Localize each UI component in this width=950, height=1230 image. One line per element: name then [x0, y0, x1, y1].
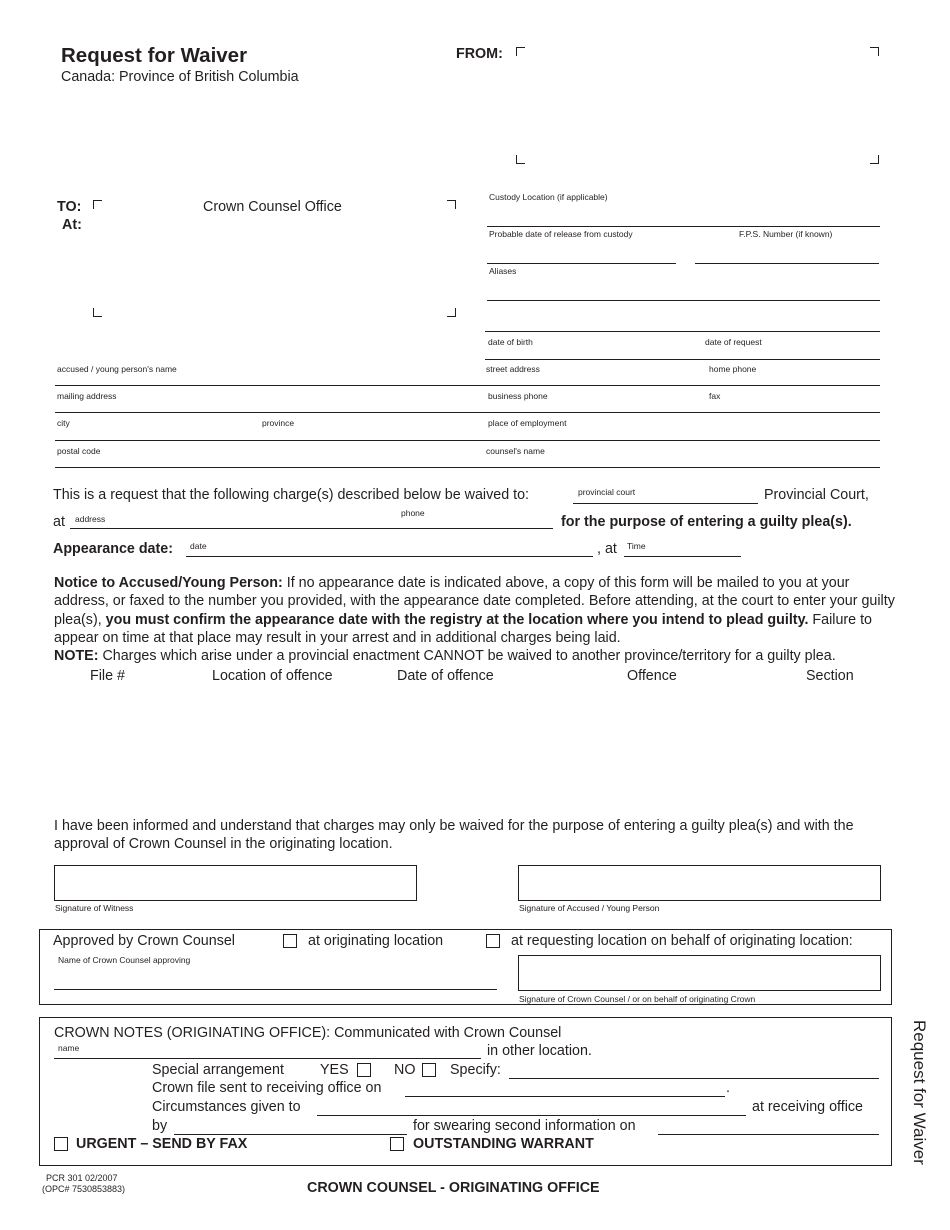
counsel-name-label: counsel's name: [486, 446, 545, 456]
witness-signature-box[interactable]: [54, 865, 417, 901]
row-line-2[interactable]: [55, 412, 880, 413]
row-line-3[interactable]: [55, 440, 880, 441]
custody-location-field[interactable]: [487, 226, 880, 227]
warrant-checkbox[interactable]: [390, 1137, 404, 1151]
notice-paragraph: [54, 574, 899, 665]
address-hint: address: [75, 514, 106, 524]
by-label: by: [152, 1118, 168, 1134]
file-sent-label: Crown file sent to receiving office on: [152, 1080, 382, 1096]
side-title: Request for Waiver: [910, 1020, 929, 1165]
witness-signature-label: Signature of Witness: [55, 903, 134, 913]
specify-field[interactable]: [509, 1078, 879, 1079]
row-line-4[interactable]: [55, 467, 880, 468]
dob-label: date of birth: [488, 337, 533, 347]
file-sent-date-field[interactable]: [405, 1096, 725, 1097]
postal-code-label: postal code: [57, 446, 101, 456]
fps-number-field[interactable]: [695, 263, 879, 264]
special-arrangement-label: Special arrangement: [152, 1062, 284, 1078]
crown-notes-name-hint: name: [58, 1043, 80, 1053]
charges-entry-area[interactable]: [54, 690, 899, 810]
page-subtitle: Canada: Province of British Columbia: [61, 69, 299, 85]
opc-number: (OPC# 7530853883): [42, 1184, 126, 1194]
mailing-address-label: mailing address: [57, 391, 117, 401]
city-label: city: [57, 418, 70, 428]
court-address-field[interactable]: [70, 528, 553, 529]
swearing-date-field[interactable]: [658, 1134, 879, 1135]
column-location: Location of offence: [212, 668, 333, 684]
crown-counsel-signature-box[interactable]: [518, 955, 881, 991]
aliases-field-1[interactable]: [487, 300, 880, 301]
street-address-label: street address: [486, 364, 540, 374]
circumstances-field[interactable]: [317, 1115, 746, 1116]
urgent-checkbox[interactable]: [54, 1137, 68, 1151]
business-phone-label: business phone: [488, 391, 548, 401]
crown-counsel-signature-label: Signature of Crown Counsel / or on behalf of originating Crown: [519, 994, 756, 1004]
acknowledgement-text: I have been informed and understand that charges may only be waived for the purpose of entering a guilty plea(s) and with the approval of Crown Counsel in the originating location.: [54, 818, 854, 853]
note-label: NOTE:: [54, 648, 99, 665]
provincial-court-field[interactable]: [573, 503, 758, 504]
at-label: At:: [62, 217, 82, 233]
circumstances-label: Circumstances given to: [152, 1099, 301, 1115]
release-date-field[interactable]: [487, 263, 676, 264]
originating-location-label: at originating location: [308, 933, 444, 949]
custody-location-label: Custody Location (if applicable): [489, 192, 608, 202]
yes-checkbox[interactable]: [357, 1063, 371, 1077]
province-label: province: [262, 418, 295, 428]
fax-label: fax: [709, 391, 721, 401]
column-date: Date of offence: [397, 668, 494, 684]
date-of-request-label: date of request: [705, 337, 762, 347]
column-file-number: File #: [90, 668, 125, 684]
crown-notes-heading: CROWN NOTES (ORIGINATING OFFICE): Communicated with Crown Counsel: [54, 1025, 562, 1041]
yes-label: YES: [320, 1062, 349, 1078]
originating-location-checkbox[interactable]: [283, 934, 297, 948]
requesting-location-label: at requesting location on behalf of originating location:: [511, 933, 853, 949]
to-label: TO:: [57, 199, 82, 215]
dob-field[interactable]: [485, 359, 880, 360]
fps-number-label: F.P.S. Number (if known): [739, 229, 833, 239]
page-title: Request for Waiver: [61, 44, 248, 67]
to-office: Crown Counsel Office: [203, 199, 342, 215]
place-of-employment-label: place of employment: [488, 418, 567, 428]
home-phone-label: home phone: [709, 364, 757, 374]
release-date-label: Probable date of release from custody: [489, 229, 633, 239]
accused-signature-label: Signature of Accused / Young Person: [519, 903, 660, 913]
crown-notes-name-field[interactable]: [54, 1058, 481, 1059]
notice-text-2: Failure to appear on time at that place may result in your arrest and in additional charges being laid.: [54, 611, 873, 646]
provincial-court-label: Provincial Court,: [764, 487, 869, 503]
appearance-date-field[interactable]: [186, 556, 593, 557]
by-field[interactable]: [174, 1134, 407, 1135]
column-section: Section: [806, 668, 854, 684]
warrant-label: OUTSTANDING WARRANT: [413, 1136, 594, 1152]
at-court-label: at: [53, 514, 65, 530]
crown-counsel-name-field[interactable]: [54, 989, 497, 990]
other-location-label: in other location.: [487, 1043, 592, 1059]
provincial-court-hint: provincial court: [578, 487, 636, 497]
purpose-text: for the purpose of entering a guilty plea(s).: [561, 514, 852, 530]
phone-hint: phone: [401, 508, 425, 518]
aliases-label: Aliases: [489, 266, 517, 276]
date-hint: date: [190, 541, 207, 551]
swearing-label: for swearing second information on: [413, 1118, 636, 1134]
accused-name-label: accused / young person's name: [57, 364, 177, 374]
request-line: This is a request that the following charge(s) described below be waived to:: [53, 487, 530, 503]
time-hint: Time: [627, 541, 646, 551]
receiving-office-label: at receiving office: [752, 1099, 863, 1115]
row-line-1[interactable]: [55, 385, 880, 386]
accused-signature-box[interactable]: [518, 865, 881, 901]
form-code: PCR 301 02/2007: [46, 1173, 118, 1183]
notice-label: Notice to Accused/Young Person:: [54, 575, 283, 591]
notice-bold: you must confirm the appearance date with the registry at the location where you intend to plead guilty.: [105, 611, 809, 628]
file-sent-period: .: [726, 1080, 730, 1096]
requesting-location-checkbox[interactable]: [486, 934, 500, 948]
approved-label: Approved by Crown Counsel: [53, 933, 235, 949]
aliases-field-2[interactable]: [485, 331, 880, 332]
column-offence: Offence: [627, 668, 677, 684]
from-label: FROM:: [456, 46, 503, 62]
specify-label: Specify:: [450, 1062, 501, 1078]
urgent-label: URGENT – SEND BY FAX: [76, 1136, 248, 1152]
appearance-time-field[interactable]: [624, 556, 741, 557]
at-time-label: , at: [597, 541, 617, 557]
note-text: Charges which arise under a provincial enactment CANNOT be waived to another province/territory for a guilty plea.: [98, 648, 836, 665]
notice-text-1: If no appearance date is indicated above, a copy of this form will be mailed to you at your address, or faxed to the number you provided, with the appearance date completed. Before attending, at the court to enter your guilty plea(s),: [54, 575, 895, 628]
no-checkbox[interactable]: [422, 1063, 436, 1077]
no-label: NO: [394, 1062, 416, 1078]
copy-designation: CROWN COUNSEL - ORIGINATING OFFICE: [307, 1180, 600, 1196]
appearance-date-label: Appearance date:: [53, 541, 173, 557]
crown-counsel-name-hint: Name of Crown Counsel approving: [58, 955, 191, 965]
